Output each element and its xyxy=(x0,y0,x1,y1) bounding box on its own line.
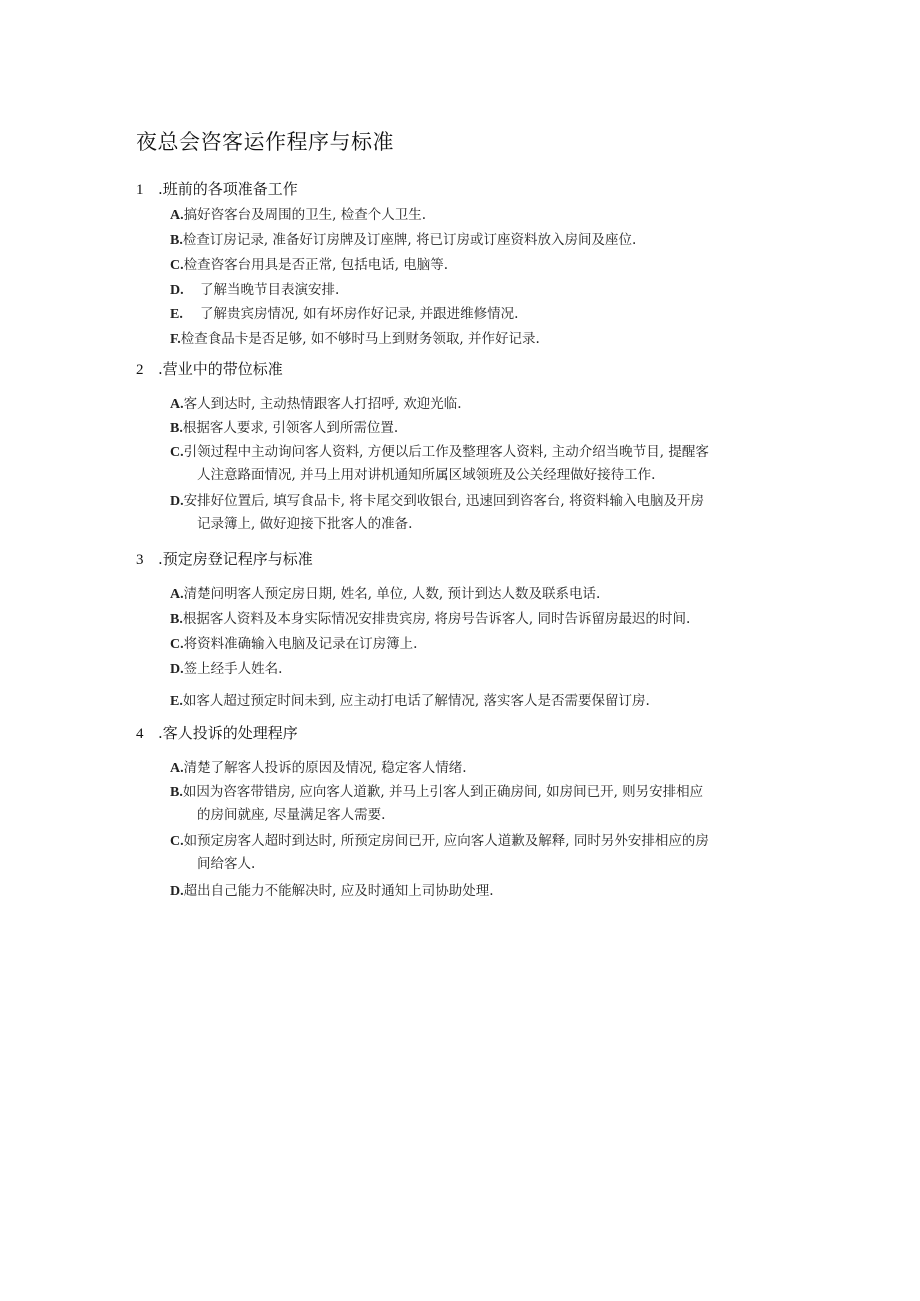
list-item xyxy=(170,830,786,876)
section-heading-2 xyxy=(136,358,283,381)
list-item xyxy=(170,757,786,780)
list-item xyxy=(170,303,786,326)
item-text-continued: 人注意路面情况, 并马上用对讲机通知所属区域领班及公关经理做好接待工作. xyxy=(197,467,656,483)
item-letter: D. xyxy=(170,884,184,899)
item-letter: E. xyxy=(170,307,183,322)
item-text: 了解当晚节目表演安排. xyxy=(200,282,340,298)
item-text: 检查食品卡是否足够, 如不够时马上到财务领取, 并作好记录. xyxy=(180,331,540,347)
item-text: 安排好位置后, 填写食品卡, 将卡尾交到收银台, 迅速回到咨客台, 将资料输入电脑及开房 xyxy=(183,493,704,509)
item-letter: C. xyxy=(170,445,184,460)
list-item xyxy=(170,490,786,536)
list-item xyxy=(170,880,786,903)
list-item xyxy=(170,204,786,227)
item-text: 搞好咨客台及周围的卫生, 检查个人卫生. xyxy=(183,207,426,223)
list-item xyxy=(170,279,786,302)
list-item xyxy=(170,229,786,252)
item-letter: D. xyxy=(170,662,184,677)
item-letter: B. xyxy=(170,233,183,248)
section-heading-1 xyxy=(136,178,298,201)
list-item xyxy=(170,417,786,440)
list-item xyxy=(170,441,786,487)
item-text: 如客人超过预定时间未到, 应主动打电话了解情况, 落实客人是否需要保留订房. xyxy=(182,693,650,709)
item-letter: C. xyxy=(170,637,184,652)
section-heading-3 xyxy=(136,548,313,571)
section-title: .营业中的带位标准 xyxy=(158,360,283,378)
section-number: 2 xyxy=(136,362,144,378)
item-text: 根据客人要求, 引领客人到所需位置. xyxy=(182,420,399,436)
item-text: 了解贵宾房情况, 如有坏房作好记录, 并跟进维修情况. xyxy=(200,306,519,322)
list-item xyxy=(170,393,786,416)
page-title: 夜总会咨客运作程序与标准 xyxy=(136,130,394,154)
item-text: 检查订房记录, 准备好订房牌及订座牌, 将已订房或订座资料放入房间及座位. xyxy=(182,232,637,248)
item-text-continued: 的房间就座, 尽量满足客人需要. xyxy=(197,807,386,823)
item-letter: A. xyxy=(170,761,184,776)
item-text: 清楚问明客人预定房日期, 姓名, 单位, 人数, 预计到达人数及联系电话. xyxy=(183,586,601,602)
list-item xyxy=(170,328,786,351)
list-item xyxy=(170,690,786,713)
item-letter: F. xyxy=(170,332,181,347)
item-letter: A. xyxy=(170,397,184,412)
list-item xyxy=(170,781,786,827)
item-text: 签上经手人姓名. xyxy=(183,661,283,677)
section-title: .班前的各项准备工作 xyxy=(158,180,298,198)
item-text-continued: 间给客人. xyxy=(197,856,256,872)
section-title: .预定房登记程序与标准 xyxy=(158,550,313,568)
item-text-continued: 记录簿上, 做好迎接下批客人的准备. xyxy=(197,516,413,532)
item-letter: D. xyxy=(170,283,184,298)
section-number: 3 xyxy=(136,552,144,568)
item-letter: C. xyxy=(170,834,184,849)
section-heading-4 xyxy=(136,722,298,745)
item-text: 清楚了解客人投诉的原因及情况, 稳定客人情绪. xyxy=(183,760,467,776)
item-letter: E. xyxy=(170,694,183,709)
item-text: 将资料准确输入电脑及记录在订房簿上. xyxy=(183,636,418,652)
list-item xyxy=(170,658,786,681)
list-item xyxy=(170,633,786,656)
item-text: 超出自己能力不能解决时, 应及时通知上司协助处理. xyxy=(183,883,494,899)
list-item xyxy=(170,254,786,277)
item-text: 引领过程中主动询问客人资料, 方便以后工作及整理客人资料, 主动介绍当晚节目, 提醒客 xyxy=(183,444,709,460)
section-number: 4 xyxy=(136,726,144,742)
item-text: 检查咨客台用具是否正常, 包括电话, 电脑等. xyxy=(183,257,449,273)
item-text: 如因为咨客带错房, 应向客人道歉, 并马上引客人到正确房间, 如房间已开, 则另安排相应 xyxy=(182,784,704,800)
item-text: 根据客人资料及本身实际情况安排贵宾房, 将房号告诉客人, 同时告诉留房最迟的时间. xyxy=(182,611,691,627)
list-item xyxy=(170,608,786,631)
item-letter: D. xyxy=(170,494,184,509)
item-letter: C. xyxy=(170,258,184,273)
item-text: 如预定房客人超时到达时, 所预定房间已开, 应向客人道歉及解释, 同时另外安排相应的房 xyxy=(183,833,709,849)
item-letter: B. xyxy=(170,421,183,436)
section-title: .客人投诉的处理程序 xyxy=(158,724,298,742)
item-text: 客人到达时, 主动热情跟客人打招呼, 欢迎光临. xyxy=(183,396,462,412)
item-letter: B. xyxy=(170,612,183,627)
item-letter: A. xyxy=(170,208,184,223)
item-letter: B. xyxy=(170,785,183,800)
section-number: 1 xyxy=(136,182,144,198)
item-letter: A. xyxy=(170,587,184,602)
list-item xyxy=(170,583,786,606)
